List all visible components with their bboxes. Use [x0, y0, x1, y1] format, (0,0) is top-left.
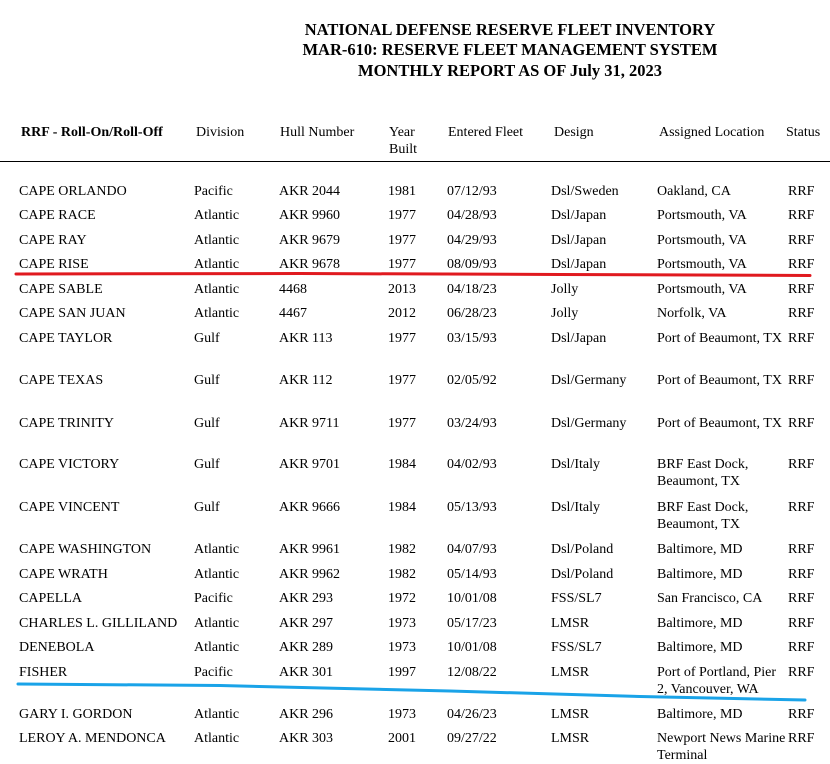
cell-entered-fleet: 12/08/22: [447, 665, 497, 680]
cell-hull-number: AKR 9960: [279, 208, 341, 223]
cell-year-built: 1972: [388, 591, 416, 606]
cell-assigned-location: Portsmouth, VA: [657, 233, 747, 248]
cell-assigned-location: Baltimore, MD: [657, 616, 743, 631]
cell-assigned-location: Portsmouth, VA: [657, 208, 747, 223]
cell-design: FSS/SL7: [551, 640, 602, 655]
cell-ship-name: DENEBOLA: [19, 640, 95, 655]
cell-year-built: 1977: [388, 373, 416, 388]
cell-assigned-location: Norfolk, VA: [657, 306, 727, 321]
cell-hull-number: AKR 9711: [279, 416, 340, 431]
cell-year-built: 2013: [388, 282, 416, 297]
cell-hull-number: AKR 112: [279, 373, 333, 388]
cell-entered-fleet: 07/12/93: [447, 184, 497, 199]
cell-entered-fleet: 08/09/93: [447, 257, 497, 272]
cell-division: Atlantic: [194, 640, 240, 655]
cell-year-built: 1984: [388, 457, 416, 472]
cell-division: Atlantic: [194, 731, 240, 746]
cell-entered-fleet: 04/28/93: [447, 208, 497, 223]
cell-ship-name: CAPE RISE: [19, 257, 89, 272]
cell-status: RRF: [788, 416, 815, 431]
header-design: Design: [554, 125, 594, 140]
cell-assigned-location: Baltimore, MD: [657, 640, 743, 655]
header-hull-number: Hull Number: [280, 125, 355, 140]
cell-year-built: 1981: [388, 184, 416, 199]
cell-status: RRF: [788, 567, 815, 582]
cell-status: RRF: [788, 707, 815, 722]
cell-design: Dsl/Italy: [551, 457, 600, 472]
cell-ship-name: CAPE RAY: [19, 233, 87, 248]
cell-division: Gulf: [194, 373, 220, 388]
cell-design: Dsl/Poland: [551, 567, 614, 582]
cell-ship-name: CHARLES L. GILLILAND: [19, 616, 178, 631]
cell-assigned-location: Baltimore, MD: [657, 542, 743, 557]
cell-entered-fleet: 09/27/22: [447, 731, 497, 746]
header-division: Division: [196, 125, 245, 140]
cell-design: Dsl/Germany: [551, 373, 627, 388]
cell-ship-name: CAPE WRATH: [19, 567, 108, 582]
cell-division: Atlantic: [194, 282, 240, 297]
header-year-line2: Built: [389, 142, 418, 157]
cell-status: RRF: [788, 331, 815, 346]
cell-hull-number: AKR 293: [279, 591, 334, 606]
cell-division: Pacific: [194, 665, 233, 680]
cell-assigned-location: Port of Beaumont, TX: [657, 373, 782, 388]
cell-division: Atlantic: [194, 707, 240, 722]
cell-design: FSS/SL7: [551, 591, 602, 606]
cell-entered-fleet: 05/14/93: [447, 567, 497, 582]
cell-ship-name: CAPELLA: [19, 591, 82, 606]
cell-year-built: 2012: [388, 306, 416, 321]
cell-design: Dsl/Sweden: [551, 184, 619, 199]
cell-division: Gulf: [194, 457, 220, 472]
cell-ship-name: GARY I. GORDON: [19, 707, 133, 722]
cell-division: Atlantic: [194, 306, 240, 321]
cell-ship-name: CAPE VICTORY: [19, 457, 120, 472]
cell-assigned-location: San Francisco, CA: [657, 591, 763, 606]
cell-entered-fleet: 02/05/92: [447, 373, 497, 388]
cell-design: Dsl/Japan: [551, 331, 607, 346]
cell-assigned-location: Oakland, CA: [657, 184, 731, 199]
cell-year-built: 1977: [388, 331, 416, 346]
cell-status: RRF: [788, 233, 815, 248]
cell-entered-fleet: 03/24/93: [447, 416, 497, 431]
cell-hull-number: AKR 289: [279, 640, 334, 655]
cell-entered-fleet: 10/01/08: [447, 591, 497, 606]
cell-status: RRF: [788, 208, 815, 223]
cell-status: RRF: [788, 282, 815, 297]
cell-design: Dsl/Germany: [551, 416, 627, 431]
cell-division: Gulf: [194, 331, 220, 346]
cell-design: LMSR: [551, 665, 590, 680]
cell-hull-number: AKR 9961: [279, 542, 341, 557]
cell-status: RRF: [788, 373, 815, 388]
cell-division: Atlantic: [194, 208, 240, 223]
cell-year-built: 1977: [388, 257, 416, 272]
cell-design: Jolly: [551, 282, 579, 297]
cell-design: LMSR: [551, 731, 590, 746]
cell-status: RRF: [788, 591, 815, 606]
cell-hull-number: AKR 113: [279, 331, 333, 346]
cell-entered-fleet: 05/13/93: [447, 500, 497, 515]
header-year-line1: Year: [389, 125, 415, 140]
cell-year-built: 1977: [388, 233, 416, 248]
cell-hull-number: AKR 9666: [279, 500, 341, 515]
cell-division: Atlantic: [194, 616, 240, 631]
cell-year-built: 1973: [388, 640, 416, 655]
header-status: Status: [786, 125, 821, 140]
cell-hull-number: AKR 9678: [279, 257, 341, 272]
cell-status: RRF: [788, 616, 815, 631]
cell-ship-name: CAPE RACE: [19, 208, 96, 223]
cell-status: RRF: [788, 457, 815, 472]
cell-division: Gulf: [194, 500, 220, 515]
cell-division: Pacific: [194, 184, 233, 199]
cell-hull-number: AKR 9679: [279, 233, 341, 248]
cell-year-built: 1982: [388, 542, 416, 557]
cell-year-built: 2001: [388, 731, 416, 746]
cell-year-built: 1973: [388, 707, 416, 722]
cell-assigned-location: Portsmouth, VA: [657, 282, 747, 297]
cell-year-built: 1977: [388, 208, 416, 223]
cell-entered-fleet: 04/26/23: [447, 707, 497, 722]
cell-design: Dsl/Japan: [551, 208, 607, 223]
cell-design: Dsl/Japan: [551, 257, 607, 272]
cell-ship-name: CAPE VINCENT: [19, 500, 120, 515]
report-title-line-3: MONTHLY REPORT AS OF July 31, 2023: [358, 61, 662, 80]
cell-hull-number: AKR 301: [279, 665, 334, 680]
report-title-line-2: MAR-610: RESERVE FLEET MANAGEMENT SYSTEM: [302, 40, 718, 59]
cell-ship-name: CAPE SAN JUAN: [19, 306, 126, 321]
cell-hull-number: AKR 9701: [279, 457, 341, 472]
header-entered-fleet: Entered Fleet: [448, 125, 524, 140]
cell-status: RRF: [788, 731, 815, 746]
cell-entered-fleet: 06/28/23: [447, 306, 497, 321]
cell-status: RRF: [788, 500, 815, 515]
cell-hull-number: AKR 303: [279, 731, 334, 746]
cell-assigned-location: Port of Portland, Pier 2, Vancouver, WA: [657, 665, 776, 697]
cell-design: Dsl/Italy: [551, 500, 600, 515]
cell-assigned-location: BRF East Dock, Beaumont, TX: [657, 500, 749, 532]
cell-ship-name: CAPE TEXAS: [19, 373, 104, 388]
cell-status: RRF: [788, 640, 815, 655]
cell-division: Atlantic: [194, 542, 240, 557]
cell-ship-name: CAPE ORLANDO: [19, 184, 127, 199]
cell-assigned-location: Port of Beaumont, TX: [657, 416, 782, 431]
cell-status: RRF: [788, 665, 815, 680]
cell-year-built: 1982: [388, 567, 416, 582]
cell-assigned-location: Newport News Marine Terminal: [657, 731, 786, 763]
cell-year-built: 1977: [388, 416, 416, 431]
cell-ship-name: LEROY A. MENDONCA: [19, 731, 166, 746]
cell-hull-number: AKR 9962: [279, 567, 341, 582]
header-name: RRF - Roll-On/Roll-Off: [21, 125, 163, 140]
cell-assigned-location: Port of Beaumont, TX: [657, 331, 782, 346]
cell-entered-fleet: 04/18/23: [447, 282, 497, 297]
cell-design: Jolly: [551, 306, 579, 321]
cell-assigned-location: Baltimore, MD: [657, 707, 743, 722]
cell-ship-name: CAPE WASHINGTON: [19, 542, 152, 557]
cell-entered-fleet: 05/17/23: [447, 616, 497, 631]
cell-entered-fleet: 04/29/93: [447, 233, 497, 248]
cell-ship-name: CAPE TAYLOR: [19, 331, 113, 346]
cell-entered-fleet: 04/02/93: [447, 457, 497, 472]
cell-status: RRF: [788, 542, 815, 557]
cell-assigned-location: Portsmouth, VA: [657, 257, 747, 272]
header-assigned-location: Assigned Location: [659, 125, 765, 140]
cell-status: RRF: [788, 184, 815, 199]
cell-division: Atlantic: [194, 233, 240, 248]
cell-hull-number: AKR 297: [279, 616, 334, 631]
cell-status: RRF: [788, 257, 815, 272]
cell-entered-fleet: 10/01/08: [447, 640, 497, 655]
cell-design: Dsl/Japan: [551, 233, 607, 248]
cell-entered-fleet: 04/07/93: [447, 542, 497, 557]
cell-hull-number: 4468: [279, 282, 307, 297]
cell-year-built: 1984: [388, 500, 416, 515]
cell-division: Pacific: [194, 591, 233, 606]
cell-design: Dsl/Poland: [551, 542, 614, 557]
cell-ship-name: FISHER: [19, 665, 68, 680]
cell-assigned-location: BRF East Dock, Beaumont, TX: [657, 457, 749, 489]
cell-division: Gulf: [194, 416, 220, 431]
report-title-line-1: NATIONAL DEFENSE RESERVE FLEET INVENTORY: [304, 20, 716, 39]
cell-design: LMSR: [551, 616, 590, 631]
cell-entered-fleet: 03/15/93: [447, 331, 497, 346]
cell-year-built: 1997: [388, 665, 416, 680]
cell-year-built: 1973: [388, 616, 416, 631]
cell-assigned-location: Baltimore, MD: [657, 567, 743, 582]
cell-ship-name: CAPE SABLE: [19, 282, 103, 297]
cell-hull-number: AKR 2044: [279, 184, 341, 199]
cell-hull-number: 4467: [279, 306, 307, 321]
cell-status: RRF: [788, 306, 815, 321]
cell-ship-name: CAPE TRINITY: [19, 416, 115, 431]
cell-hull-number: AKR 296: [279, 707, 334, 722]
cell-division: Atlantic: [194, 257, 240, 272]
cell-division: Atlantic: [194, 567, 240, 582]
cell-design: LMSR: [551, 707, 590, 722]
